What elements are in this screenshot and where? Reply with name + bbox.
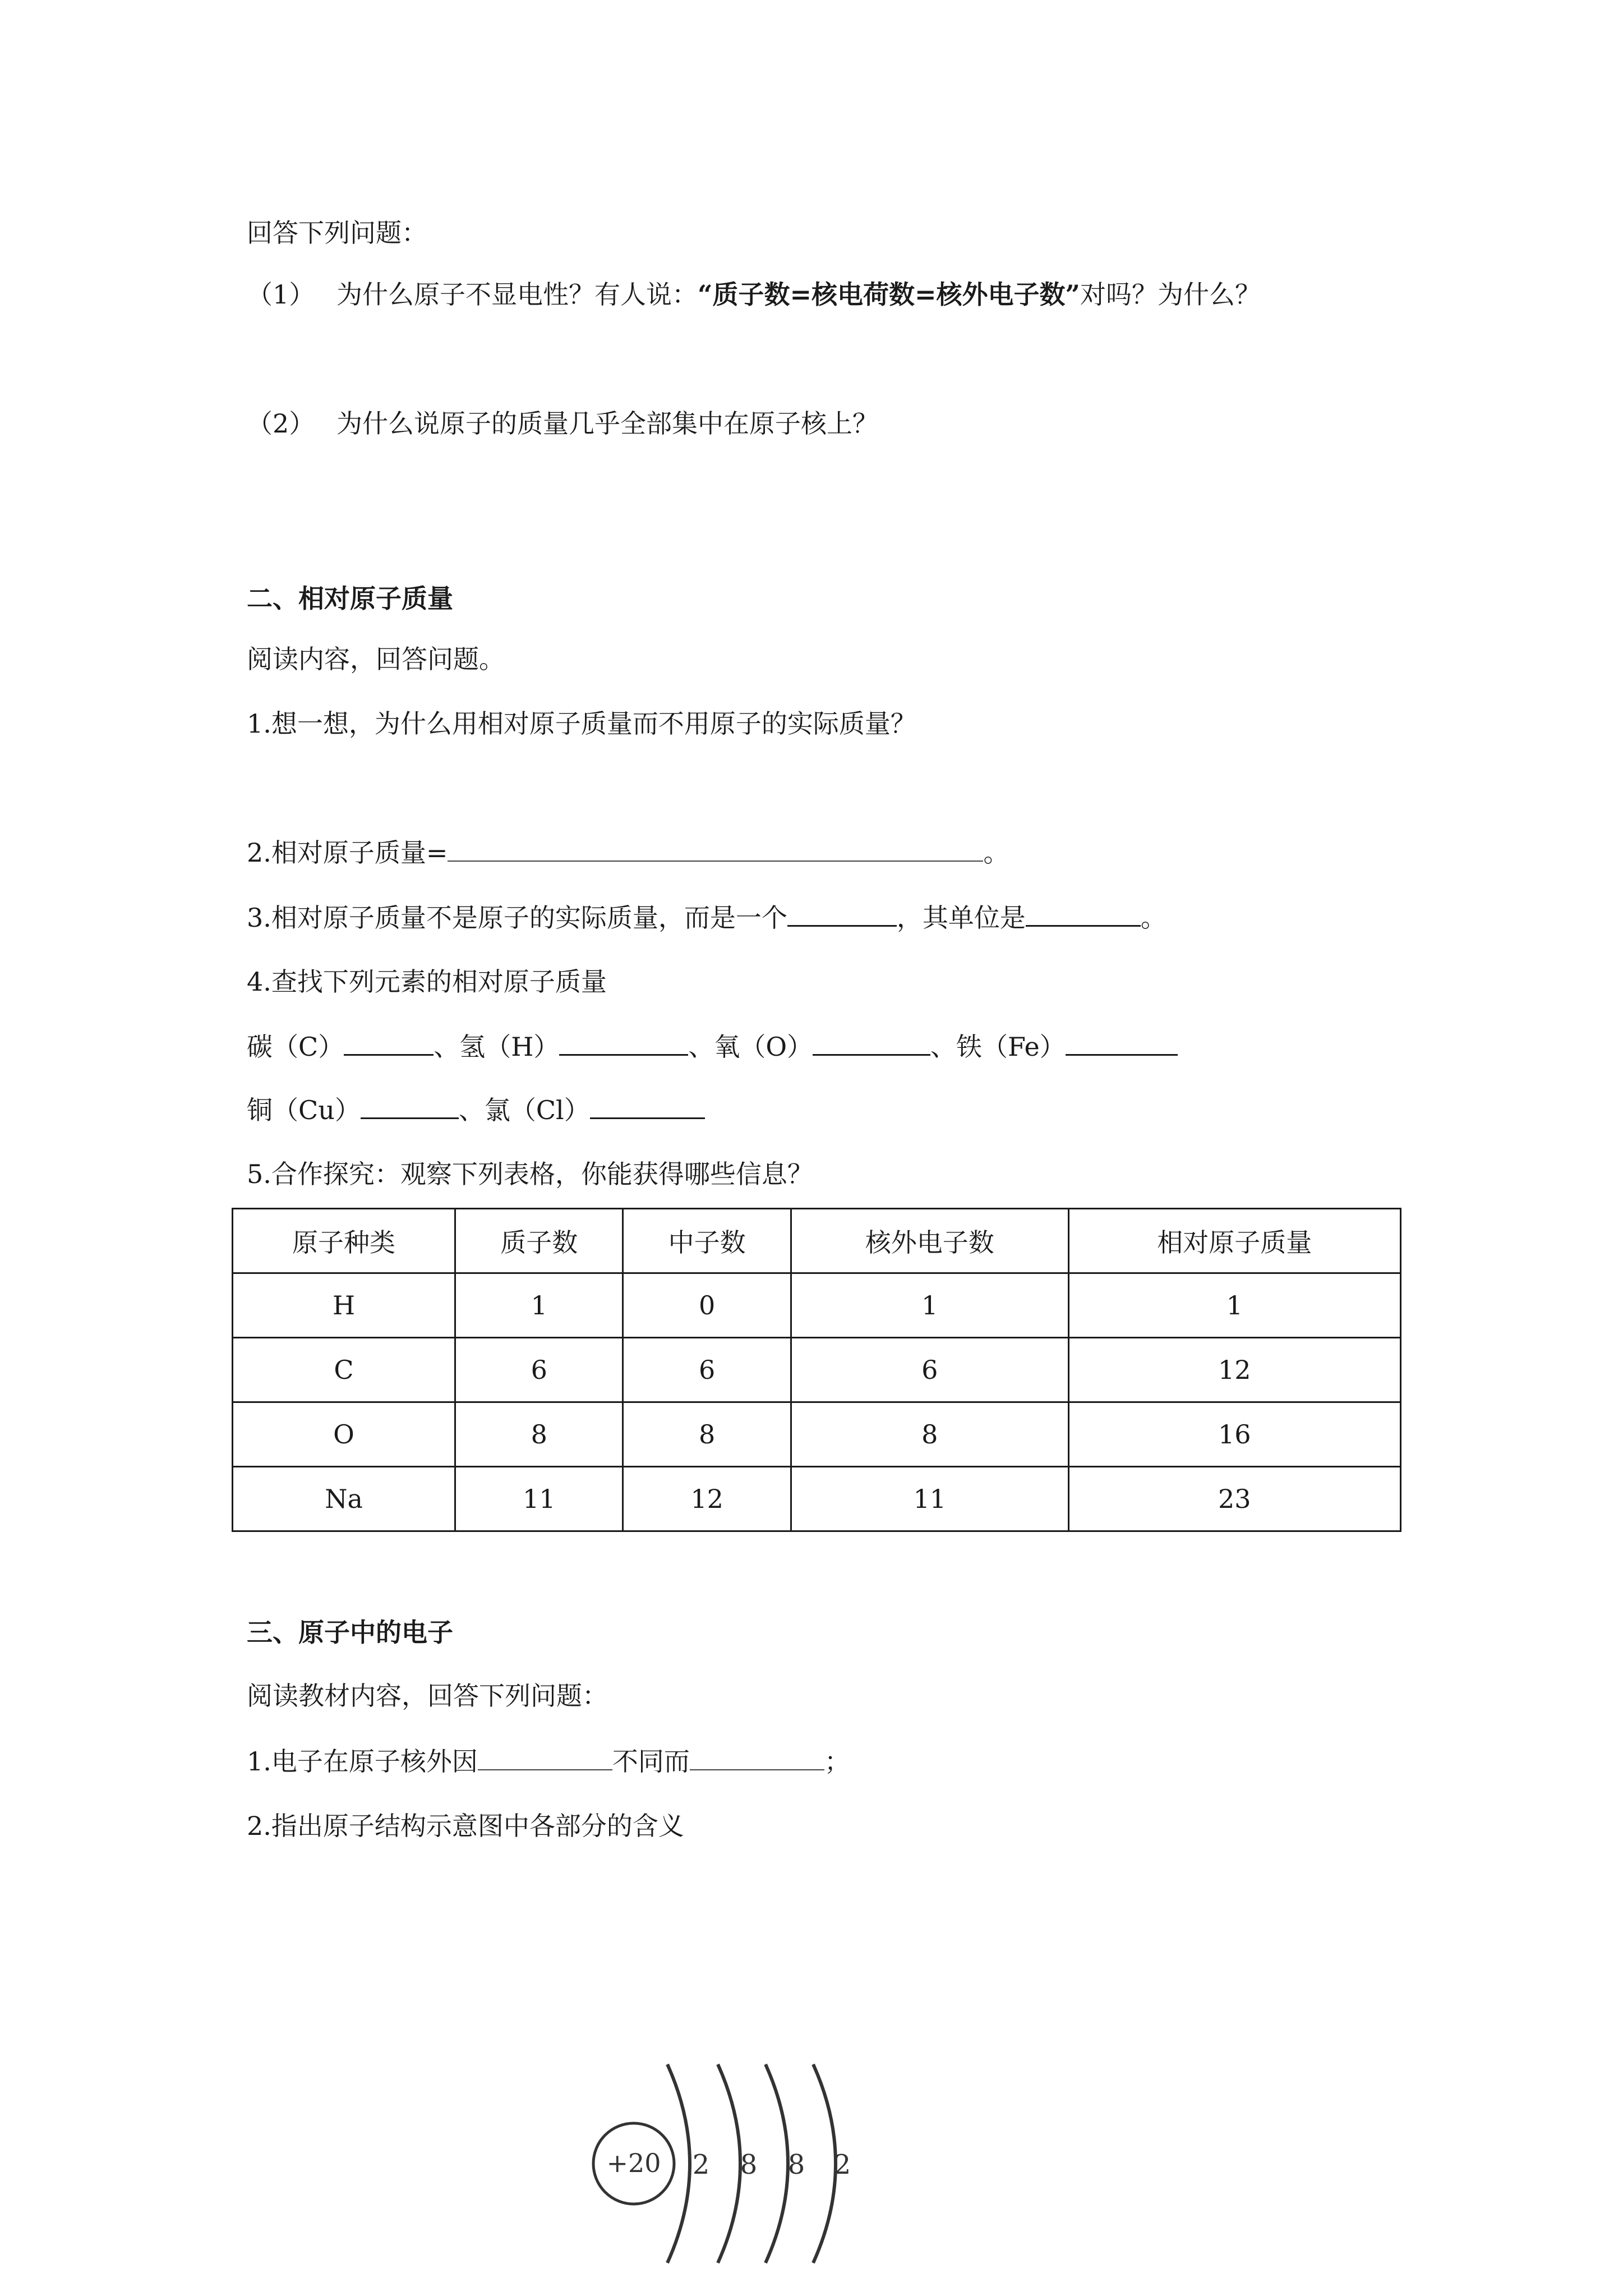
question-1-tail: 对吗？为什么？	[1080, 279, 1261, 310]
nucleus-charge: +20	[606, 2148, 661, 2178]
item2-blank[interactable]	[448, 836, 983, 862]
section3-intro: 阅读教材内容，回答下列问题：	[247, 1681, 608, 1711]
table-row	[233, 1467, 1401, 1531]
section2-intro: 阅读内容，回答问题。	[247, 644, 505, 674]
shell-electron-count: 2	[692, 2149, 710, 2180]
header-relative-mass: 相对原子质量	[1068, 1209, 1400, 1273]
header-protons: 质子数	[455, 1209, 623, 1273]
section2-item3	[247, 900, 1166, 935]
table-cell: 8	[455, 1402, 623, 1467]
question-2-text: 为什么说原子的质量几乎全部集中在原子核上？	[336, 408, 878, 439]
table-cell: 8	[623, 1402, 791, 1467]
table-row	[233, 1338, 1401, 1402]
section2-heading: 二、相对原子质量	[247, 583, 453, 614]
question-1	[247, 278, 1261, 311]
chlorine-blank[interactable]	[590, 1093, 705, 1119]
section2-item2	[247, 836, 1009, 869]
item3-text-b: ，其单位是	[896, 903, 1026, 933]
question-1-text: 为什么原子不显电性？有人说：	[336, 279, 698, 310]
table-cell: 6	[455, 1338, 623, 1402]
item2-label: 2.相对原子质量=	[247, 838, 448, 868]
table-cell: 1	[791, 1273, 1068, 1338]
atom-info-table	[232, 1208, 1401, 1532]
element-hydrogen: 、氢（H）	[434, 1032, 560, 1062]
table-cell: O	[233, 1402, 455, 1467]
item2-end: 。	[983, 838, 1009, 868]
item3-text-c: 。	[1140, 903, 1166, 933]
table-cell: Na	[233, 1467, 455, 1531]
table-cell: H	[233, 1273, 455, 1338]
table-cell: 12	[1068, 1338, 1400, 1402]
table-cell: 1	[1068, 1273, 1400, 1338]
item3-text-a: 3.相对原子质量不是原子的实际质量，而是一个	[247, 903, 787, 933]
header-electrons: 核外电子数	[791, 1209, 1068, 1273]
table-cell: 8	[791, 1402, 1068, 1467]
section3-item1	[247, 1745, 850, 1778]
iron-blank[interactable]	[1066, 1029, 1178, 1056]
section2-item1: 1.想一想，为什么用相对原子质量而不用原子的实际质量？	[247, 708, 916, 739]
table-cell: 0	[623, 1273, 791, 1338]
s3-item1-text-c: ；	[824, 1746, 850, 1777]
table-row	[233, 1273, 1401, 1338]
shell-electron-count: 2	[833, 2149, 851, 2180]
section3-item2: 2.指出原子结构示意图中各部分的含义	[247, 1811, 684, 1841]
question-2	[247, 407, 878, 440]
section3-heading: 三、原子中的电子	[247, 1617, 453, 1648]
table-row	[233, 1402, 1401, 1467]
table-cell: 12	[623, 1467, 791, 1531]
copper-blank[interactable]	[361, 1093, 459, 1119]
table-cell: 6	[791, 1338, 1068, 1402]
electron-shell-arc	[813, 2064, 836, 2263]
shell-electron-count: 8	[787, 2149, 805, 2180]
element-iron: 、铁（Fe）	[930, 1032, 1066, 1062]
question-2-number: （2）	[247, 408, 315, 439]
elements-row-1	[247, 1029, 1178, 1064]
oxygen-blank[interactable]	[813, 1029, 930, 1056]
section2-item5: 5.合作探究：观察下列表格，你能获得哪些信息？	[247, 1159, 813, 1189]
s3-item1-blank-1[interactable]	[478, 1745, 612, 1770]
electron-shell-arc	[667, 2064, 690, 2263]
item3-blank-2[interactable]	[1026, 900, 1141, 927]
table-cell: 11	[455, 1467, 623, 1531]
table-cell: 1	[455, 1273, 623, 1338]
section1-intro: 回答下列问题：	[247, 218, 427, 248]
s3-item1-blank-2[interactable]	[690, 1745, 824, 1770]
elements-row-2	[247, 1093, 705, 1127]
shell-electron-count: 8	[740, 2149, 758, 2180]
s3-item1-text-a: 1.电子在原子核外因	[247, 1746, 478, 1777]
s3-item1-text-b: 不同而	[612, 1746, 690, 1777]
question-1-bold-text: “质子数=核电荷数=核外电子数”	[698, 279, 1081, 310]
header-neutrons: 中子数	[623, 1209, 791, 1273]
element-copper: 铜（Cu）	[247, 1095, 361, 1125]
carbon-blank[interactable]	[344, 1029, 434, 1056]
table-cell: 16	[1068, 1402, 1400, 1467]
question-1-number: （1）	[247, 279, 315, 310]
item3-blank-1[interactable]	[787, 900, 897, 927]
header-atom-type: 原子种类	[233, 1209, 455, 1273]
atomic-structure-diagram	[583, 2047, 886, 2289]
table-header-row	[233, 1209, 1401, 1273]
table-cell: 23	[1068, 1467, 1400, 1531]
element-chlorine: 、氯（Cl）	[458, 1095, 590, 1125]
hydrogen-blank[interactable]	[559, 1029, 688, 1056]
element-carbon: 碳（C）	[247, 1032, 344, 1062]
table-cell: 11	[791, 1467, 1068, 1531]
element-oxygen: 、氧（O）	[688, 1032, 813, 1062]
electron-shell-arc	[766, 2064, 788, 2263]
table-cell: C	[233, 1338, 455, 1402]
table-cell: 6	[623, 1338, 791, 1402]
section2-item4: 4.查找下列元素的相对原子质量	[247, 967, 607, 997]
electron-shell-arc	[718, 2064, 740, 2263]
